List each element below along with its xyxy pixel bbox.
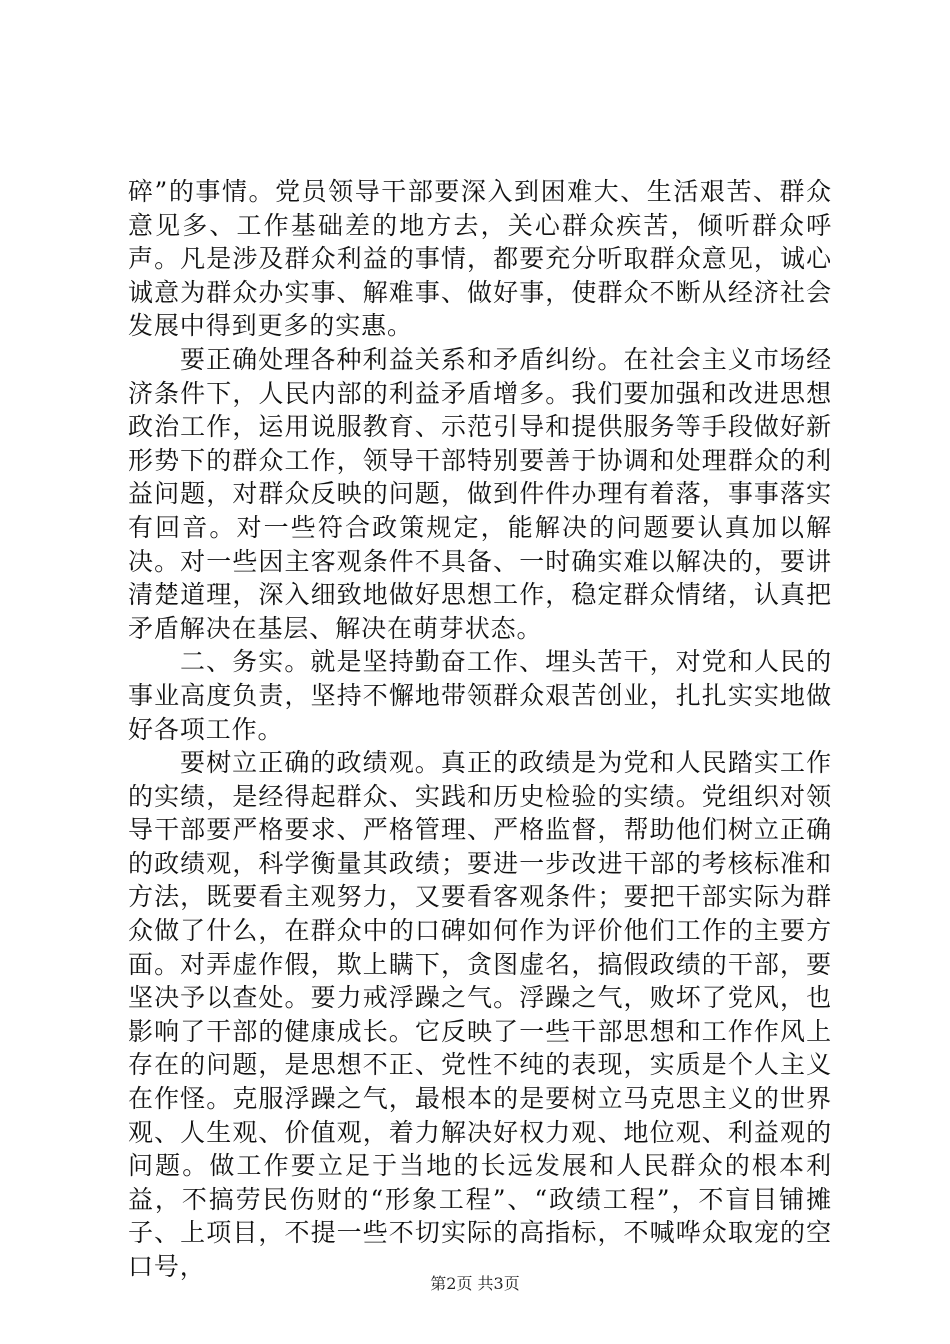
paragraph-4: 要树立正确的政绩观。真正的政绩是为党和人民踏实工作的实绩，是经得起群众、实践和历史检验的实绩。党组织对领导干部要严格要求、严格管理、严格监督，帮助他们树立正确的政绩观，科学衡量其政绩；要进一步改进干部的考核标准和方法，既要看主观努力，又要看客观条件；要把干部实际为群众做了什么，在群众中的口碑如何作为评价他们工作的主要方面。对弄虚作假，欺上瞒下，贪图虚名，搞假政绩的干部，要坚决予以查处。要力戒浮躁之气。浮躁之气，败坏了党风，也影响了干部的健康成长。它反映了一些干部思想和工作作风上存在的问题，是思想不正、党性不纯的表现，实质是个人主义在作怪。克服浮躁之气，最根本的是要树立马克思主义的世界观、人生观、价值观，着力解决好权力观、地位观、利益观的问题。做工作要立足于当地的长远发展和人民群众的根本利益，不搞劳民伤财的“形象工程”、“政绩工程”，不盲目铺摊子、上项目，不提一些不切实际的高指标，不喊哗众取宠的空口号， <box>128 748 832 1281</box>
page-footer <box>0 1271 950 1294</box>
document-body <box>128 175 832 1284</box>
paragraph-1: 碎”的事情。党员领导干部要深入到困难大、生活艰苦、群众意见多、工作基础差的地方去，关心群众疾苦，倾听群众呼声。凡是涉及群众利益的事情，都要充分听取群众意见，诚心诚意为群众办实事、解难事、做好事，使群众不断从经济社会发展中得到更多的实惠。 <box>128 177 832 341</box>
page-number: 第2页 共3页 <box>430 1274 520 1293</box>
paragraph-3: 二、务实。就是坚持勤奋工作、埋头苦干，对党和人民的事业高度负责，坚持不懈地带领群众艰苦创业，扎扎实实地做好各项工作。 <box>128 647 832 744</box>
paragraph-2: 要正确处理各种利益关系和矛盾纠纷。在社会主义市场经济条件下，人民内部的利益矛盾增多。我们要加强和改进思想政治工作，运用说服教育、示范引导和提供服务等手段做好新形势下的群众工作，领导干部特别要善于协调和处理群众的利益问题，对群众反映的问题，做到件件办理有着落，事事落实有回音。对一些符合政策规定，能解决的问题要认真加以解决。对一些因主客观条件不具备、一时确实难以解决的，要讲清楚道理，深入细致地做好思想工作，稳定群众情绪，认真把矛盾解决在基层、解决在萌芽状态。 <box>128 344 832 643</box>
